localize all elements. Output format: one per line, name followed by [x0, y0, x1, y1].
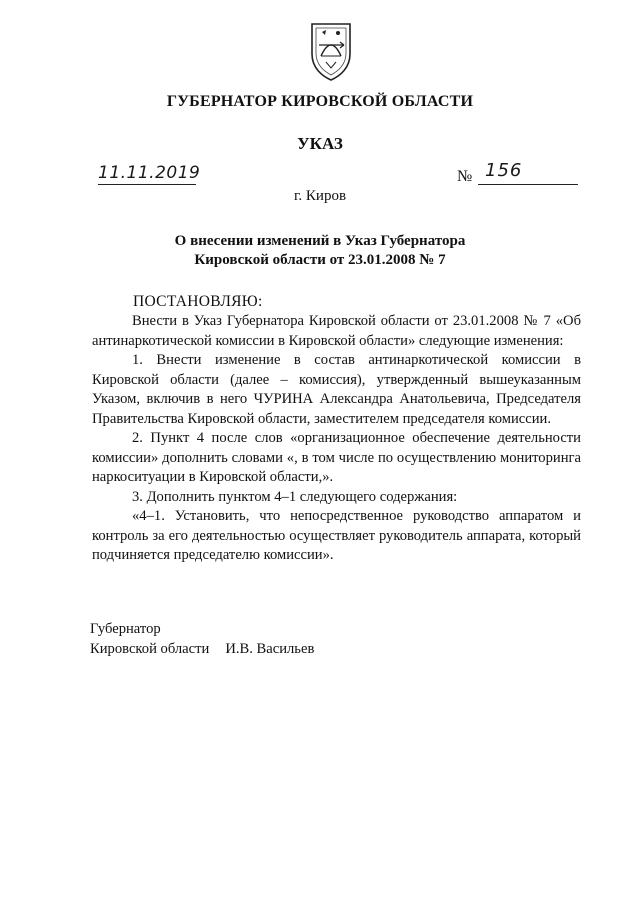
handwritten-number: 156	[485, 160, 523, 181]
signatory-position-line-1: Губернатор	[90, 621, 161, 637]
item-2-paragraph: 2. Пункт 4 после слов «организационное обеспечение деятельности комиссии» дополнить словами «, в том числе по осуществлению мониторинга наркоситуации в Кировской области,».	[92, 430, 581, 485]
signatory-row	[90, 640, 314, 660]
subject-line-1: О внесении изменений в Указ Губернатора	[174, 233, 466, 249]
handwritten-date: 11.11.2019	[98, 163, 201, 183]
issuing-authority: ГУБЕРНАТОР КИРОВСКОЙ ОБЛАСТИ	[166, 93, 474, 110]
signatory-position-line-2: Кировской области	[90, 640, 210, 657]
number-underline	[478, 184, 578, 185]
resolve-heading: ПОСТАНОВЛЯЮ:	[133, 293, 263, 310]
item-3-paragraph: 3. Дополнить пунктом 4–1 следующего содержания:	[132, 488, 458, 505]
intro-paragraph: Внести в Указ Губернатора Кировской области от 23.01.2008 № 7 «Об антинаркотической комиссии в Кировской области» следующие изменения:	[92, 313, 581, 349]
signature-block	[90, 620, 314, 659]
coat-of-arms-emblem	[308, 20, 354, 82]
subject-line-2: Кировской области от 23.01.2008 № 7	[194, 252, 446, 268]
city: г. Киров	[293, 188, 347, 204]
document-type: УКАЗ	[297, 134, 343, 153]
item-1-paragraph: 1. Внести изменение в состав антинаркотической комиссии в Кировской области (далее – комиссия), утвержденный вышеуказанным Указом, включив в него ЧУРИНА Александра Анатольевича, Председателя Правительства Кировской области, заместителем председателя комиссии.	[92, 352, 581, 427]
decree-subject	[120, 232, 520, 270]
item-3-text-paragraph: «4–1. Установить, что непосредственное руководство аппаратом и контроль за его деятельностью осуществляет руководитель аппарата, который подчиняется председателю комиссии».	[92, 508, 581, 563]
signatory-name: И.В. Васильев	[225, 640, 315, 657]
date-underline	[98, 184, 196, 185]
number-sign: №	[457, 168, 473, 185]
decree-body	[92, 312, 581, 566]
